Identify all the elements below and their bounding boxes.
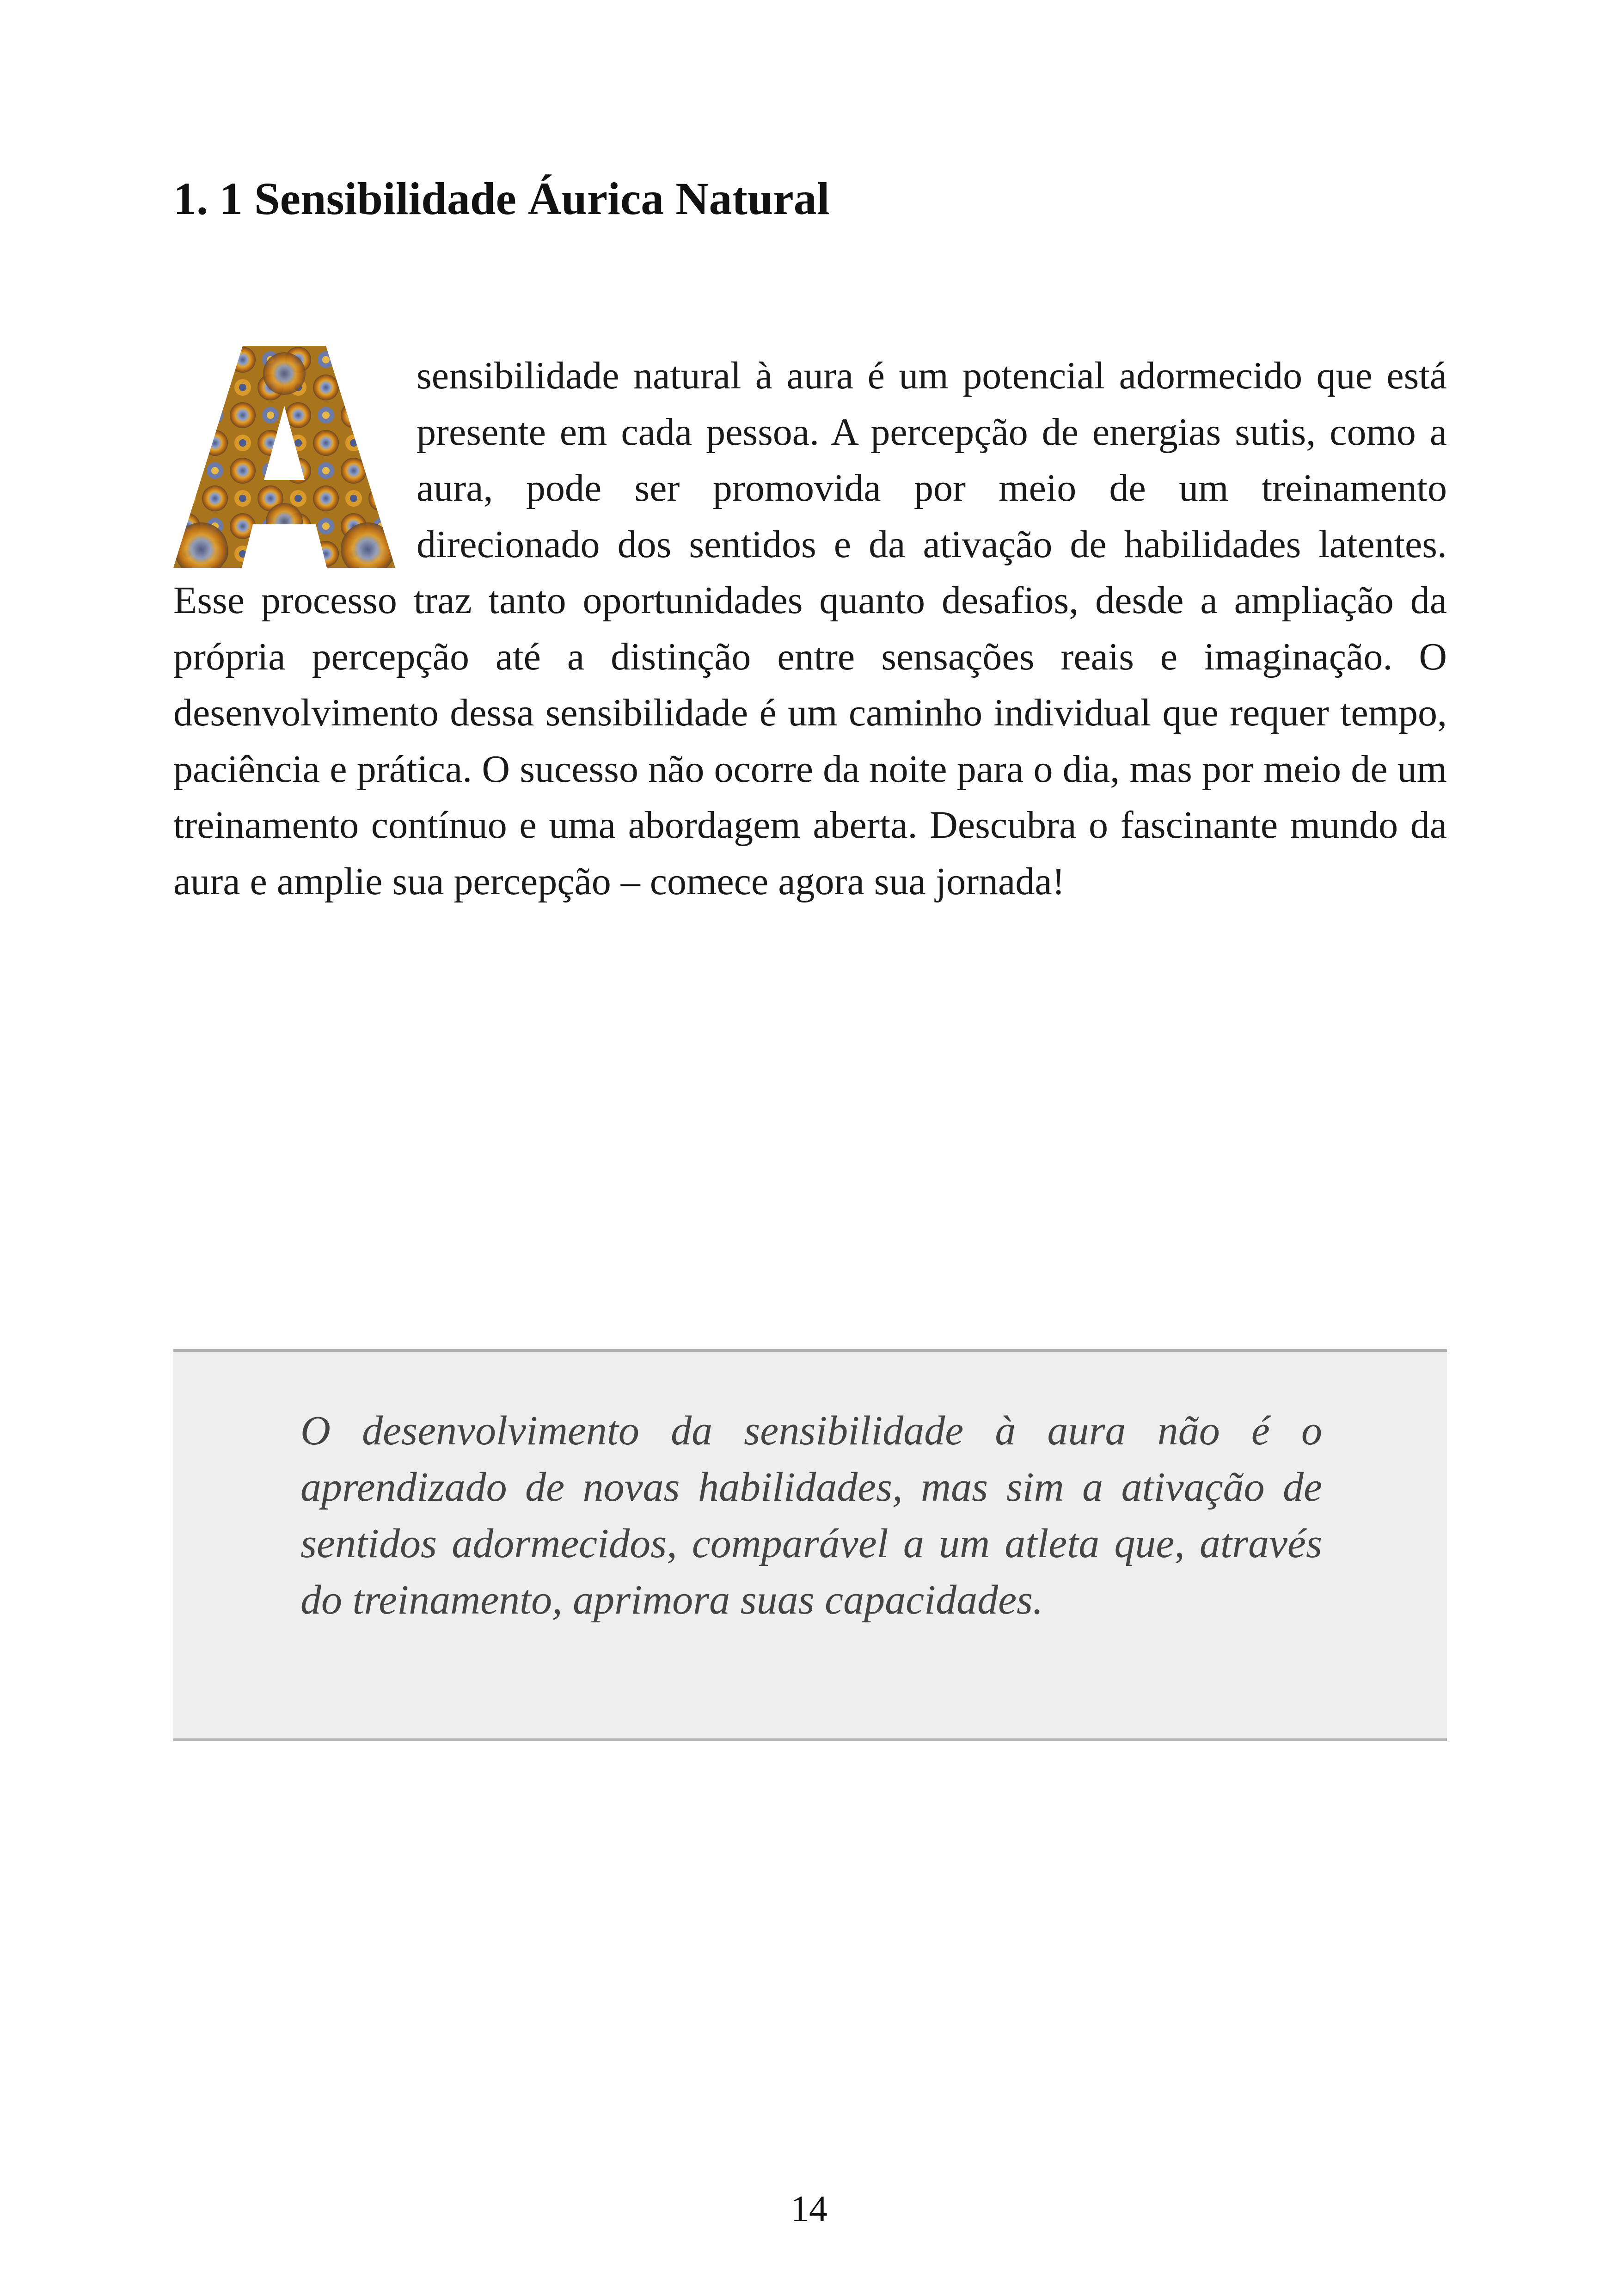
callout-text: O desenvolvimento da sensibilidade à aura não é o aprendizado de novas habilidades, mas sim a ativação de sentidos adormecidos, comparável a um atleta que, através do treinamento, aprimora suas capacidades. <box>300 1408 1322 1623</box>
callout-box <box>173 1349 1447 1741</box>
section-heading: 1. 1 Sensibilidade Áurica Natural <box>173 173 830 224</box>
intro-paragraph <box>173 348 1447 909</box>
page-number: 14 <box>791 2189 827 2229</box>
intro-paragraph-text: sensibilidade natural à aura é um potencial adormecido que está presente em cada pessoa. A percepção de energias sutis, como a aura, pode ser promovida por meio de um treinamento direcionado dos sentidos e da ativação de habilidades latentes. Esse processo traz tanto oportunidades quanto desafios, desde a ampliação da própria percepção até a distinção entre sensações reais e imaginação. O desenvolvimento dessa sensibilidade é um caminho individual que requer tempo, paciência e prática. O sucesso não ocorre da noite para o dia, mas por meio de um treinamento contínuo e uma abordagem aberta. Descubra o fascinante mundo da aura e amplie sua percepção – comece agora sua jornada! <box>173 354 1447 903</box>
decorative-dropcap-letter-a <box>173 346 395 568</box>
